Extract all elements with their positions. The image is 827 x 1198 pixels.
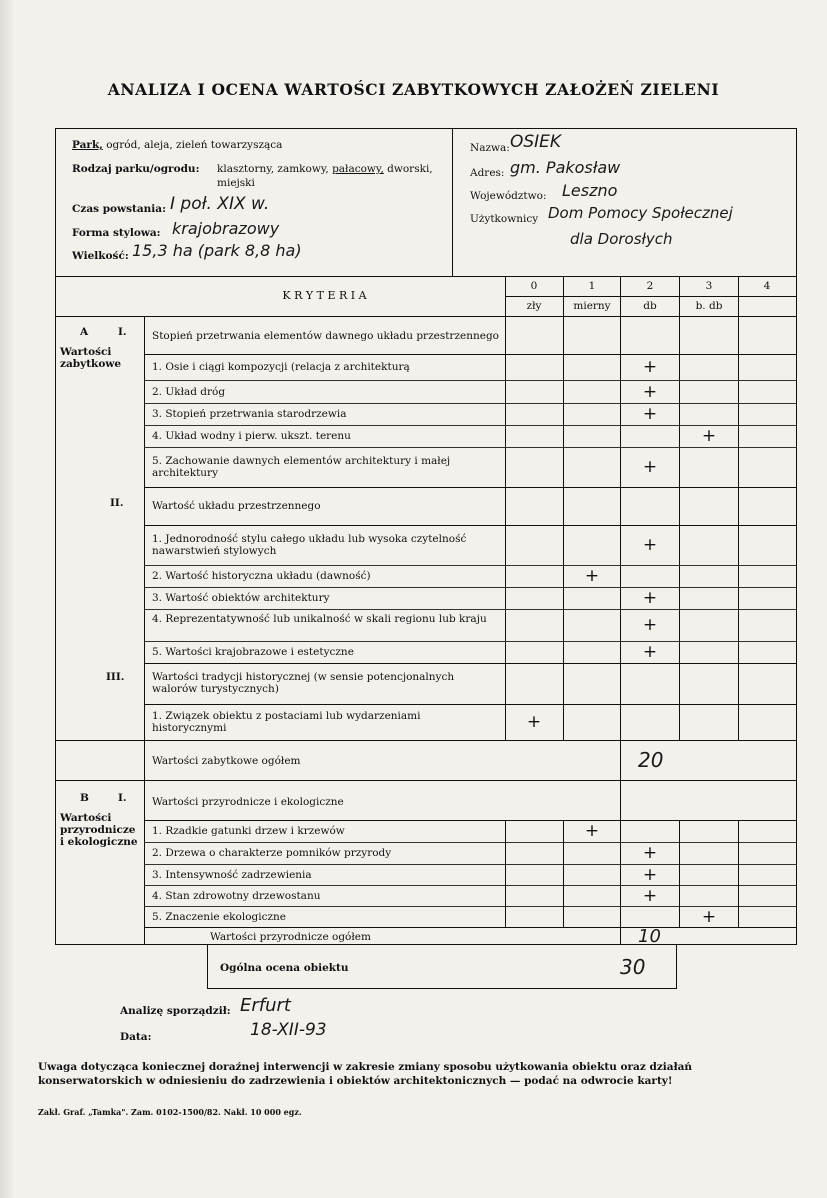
group2-item-5: 5. Wartości krajobrazowe i estetyczne	[152, 646, 354, 658]
group2-item-1-mark: +	[642, 535, 658, 555]
column-number-4: 4	[763, 280, 771, 292]
group2-item-3-mark: +	[642, 588, 658, 608]
group2-item-2-mark: +	[584, 566, 600, 586]
address-value: gm. Pakosław	[510, 158, 621, 177]
frame-right	[796, 128, 797, 944]
header-bottom	[55, 276, 797, 277]
section-b-name: Wartości przyrodnicze i ekologiczne	[60, 812, 138, 848]
analysis-label: Analizę sporządził:	[120, 1005, 231, 1017]
users-label: Użytkownicy	[470, 213, 539, 225]
col-line-0	[505, 276, 506, 740]
users-value-1: Dom Pomocy Społecznej	[548, 204, 733, 222]
group1-item-1-mark: +	[642, 357, 658, 377]
group3-roman: III.	[106, 671, 125, 683]
column-label-0: zły	[526, 300, 542, 312]
size-label: Wielkość:	[72, 250, 129, 262]
page-title: ANALIZA I OCENA WARTOŚCI ZABYTKOWYCH ZAŁOŻEŃ ZIELENI	[107, 80, 720, 99]
section-b-item-5: 5. Znaczenie ekologiczne	[152, 910, 287, 923]
frame-top	[55, 128, 797, 129]
group1-item-2: 2. Układ dróg	[152, 385, 226, 398]
section-b-total-value: 10	[638, 926, 661, 947]
printer-note: Zakł. Graf. „Tamka". Zam. 0102-1500/82. Nakł. 10 000 egz.	[38, 1107, 302, 1117]
name-value: OSIEK	[510, 132, 562, 152]
group1-item-2-mark: +	[642, 381, 658, 402]
name-label: Nazwa:	[470, 142, 510, 154]
section-b-roman: I.	[118, 792, 127, 804]
group2-item-5-mark: +	[642, 642, 658, 662]
size-value: 15,3 ha (park 8,8 ha)	[132, 241, 302, 260]
date-value: 18-XII-93	[250, 1020, 327, 1040]
col-line-3	[679, 276, 680, 740]
group2-item-2: 2. Wartość historyczna układu (dawność)	[152, 570, 371, 582]
column-number-3: 3	[705, 280, 713, 292]
group1-item-5: 5. Zachowanie dawnych elementów architektury i małej architektury	[152, 455, 451, 479]
frame-left	[55, 128, 56, 944]
section-b-item-1-mark: +	[584, 821, 600, 841]
column-number-2: 2	[646, 280, 654, 292]
section-b-item-4-mark: +	[642, 885, 658, 906]
section-b-group-title: Wartości przyrodnicze i ekologiczne	[152, 796, 344, 808]
users-value-2: dla Dorosłych	[570, 230, 673, 248]
group2-item-4: 4. Reprezentatywność lub unikalność w skali regionu lub kraju	[152, 613, 487, 625]
group1-item-3-mark: +	[642, 404, 658, 424]
voivodeship-value: Leszno	[562, 181, 618, 200]
garden-type-values-2: miejski	[217, 177, 255, 189]
section-a-roman: I.	[118, 326, 127, 338]
group3-title: Wartości tradycji historycznej (w sensie potencjonalnych walorów turystycznych)	[152, 671, 455, 695]
criteria-header: K R Y T E R I A	[282, 289, 367, 302]
group2-item-3: 3. Wartość obiektów architektury	[152, 592, 330, 604]
category-divider	[144, 316, 145, 944]
section-b-total-label: Wartości przyrodnicze ogółem	[210, 931, 371, 943]
style-value: krajobrazowy	[172, 219, 280, 238]
column-label-3: b. db	[695, 300, 723, 312]
address-label: Adres:	[470, 167, 505, 179]
garden-type-label: Rodzaj parku/ogrodu:	[72, 163, 200, 175]
section-b-letter: B	[80, 792, 89, 804]
section-b-item-5-mark: +	[701, 906, 717, 927]
group2-roman: II.	[110, 497, 124, 509]
section-b-item-3-mark: +	[642, 864, 658, 885]
date-label: Data:	[120, 1031, 152, 1043]
overall-label: Ogólna ocena obiektu	[220, 962, 349, 974]
group2-item-1: 1. Jednorodność stylu całego układu lub wysoka czytelność nawarstwień stylowych	[152, 533, 467, 557]
column-number-1: 1	[588, 280, 596, 292]
group1-item-1: 1. Osie i ciągi kompozycji (relacja z architekturą	[152, 361, 410, 373]
header-divider	[452, 128, 453, 276]
page-edge	[0, 0, 14, 1198]
column-label-2: db	[643, 300, 657, 312]
col-line-1	[563, 276, 564, 740]
col-line-4	[738, 276, 739, 740]
group1-title: Stopień przetrwania elementów dawnego układu przestrzennego	[152, 330, 499, 342]
section-b-item-4: 4. Stan zdrowotny drzewostanu	[152, 889, 321, 902]
garden-type-values: klasztorny, zamkowy, pałacowy, dworski,	[217, 163, 433, 175]
style-label: Forma stylowa:	[72, 227, 161, 239]
section-a-letter: A	[80, 326, 89, 338]
column-label-1: mierny	[573, 300, 611, 312]
section-b-item-2-mark: +	[642, 843, 658, 863]
overall-value: 30	[620, 955, 646, 979]
created-label: Czas powstania:	[72, 203, 166, 215]
group3-item-1: 1. Związek obiektu z postaciami lub wydarzeniami historycznymi	[152, 710, 421, 734]
section-a-name: Wartości zabytkowe	[60, 346, 122, 370]
warning-note: Uwaga dotycząca koniecznej doraźnej interwencji w zakresie zmiany sposobu użytkowania obiektu oraz działań konserwatorskich w odniesieniu do zadrzewienia i obiektów architektonicznych — podać na odwrocie karty!	[38, 1061, 693, 1087]
voivodeship-label: Województwo:	[470, 190, 547, 202]
criteria-bottom	[55, 316, 797, 317]
group1-item-4-mark: +	[701, 426, 717, 446]
section-b-item-2: 2. Drzewa o charakterze pomników przyrody	[152, 847, 392, 859]
group1-item-4: 4. Układ wodny i pierw. ukszt. terenu	[152, 430, 351, 442]
group3-item-1-mark: +	[526, 712, 542, 732]
created-value: I poł. XIX w.	[170, 194, 270, 214]
section-b-item-3: 3. Intensywność zadrzewienia	[152, 868, 312, 881]
group1-item-5-mark: +	[642, 457, 658, 477]
section-a-total-value: 20	[638, 748, 664, 772]
park-type-line: Park, ogród, aleja, zieleń towarzysząca	[72, 139, 283, 151]
section-a-total-label: Wartości zabytkowe ogółem	[152, 755, 301, 767]
group1-item-3: 3. Stopień przetrwania starodrzewia	[152, 408, 347, 420]
column-number-0: 0	[530, 280, 538, 292]
group2-item-4-mark: +	[642, 615, 658, 635]
section-b-item-1: 1. Rzadkie gatunki drzew i krzewów	[152, 825, 345, 837]
analysis-signature: Erfurt	[240, 995, 291, 1016]
col-line-2	[620, 276, 621, 944]
group2-title: Wartość układu przestrzennego	[152, 500, 321, 512]
colnum-bottom	[505, 296, 797, 297]
